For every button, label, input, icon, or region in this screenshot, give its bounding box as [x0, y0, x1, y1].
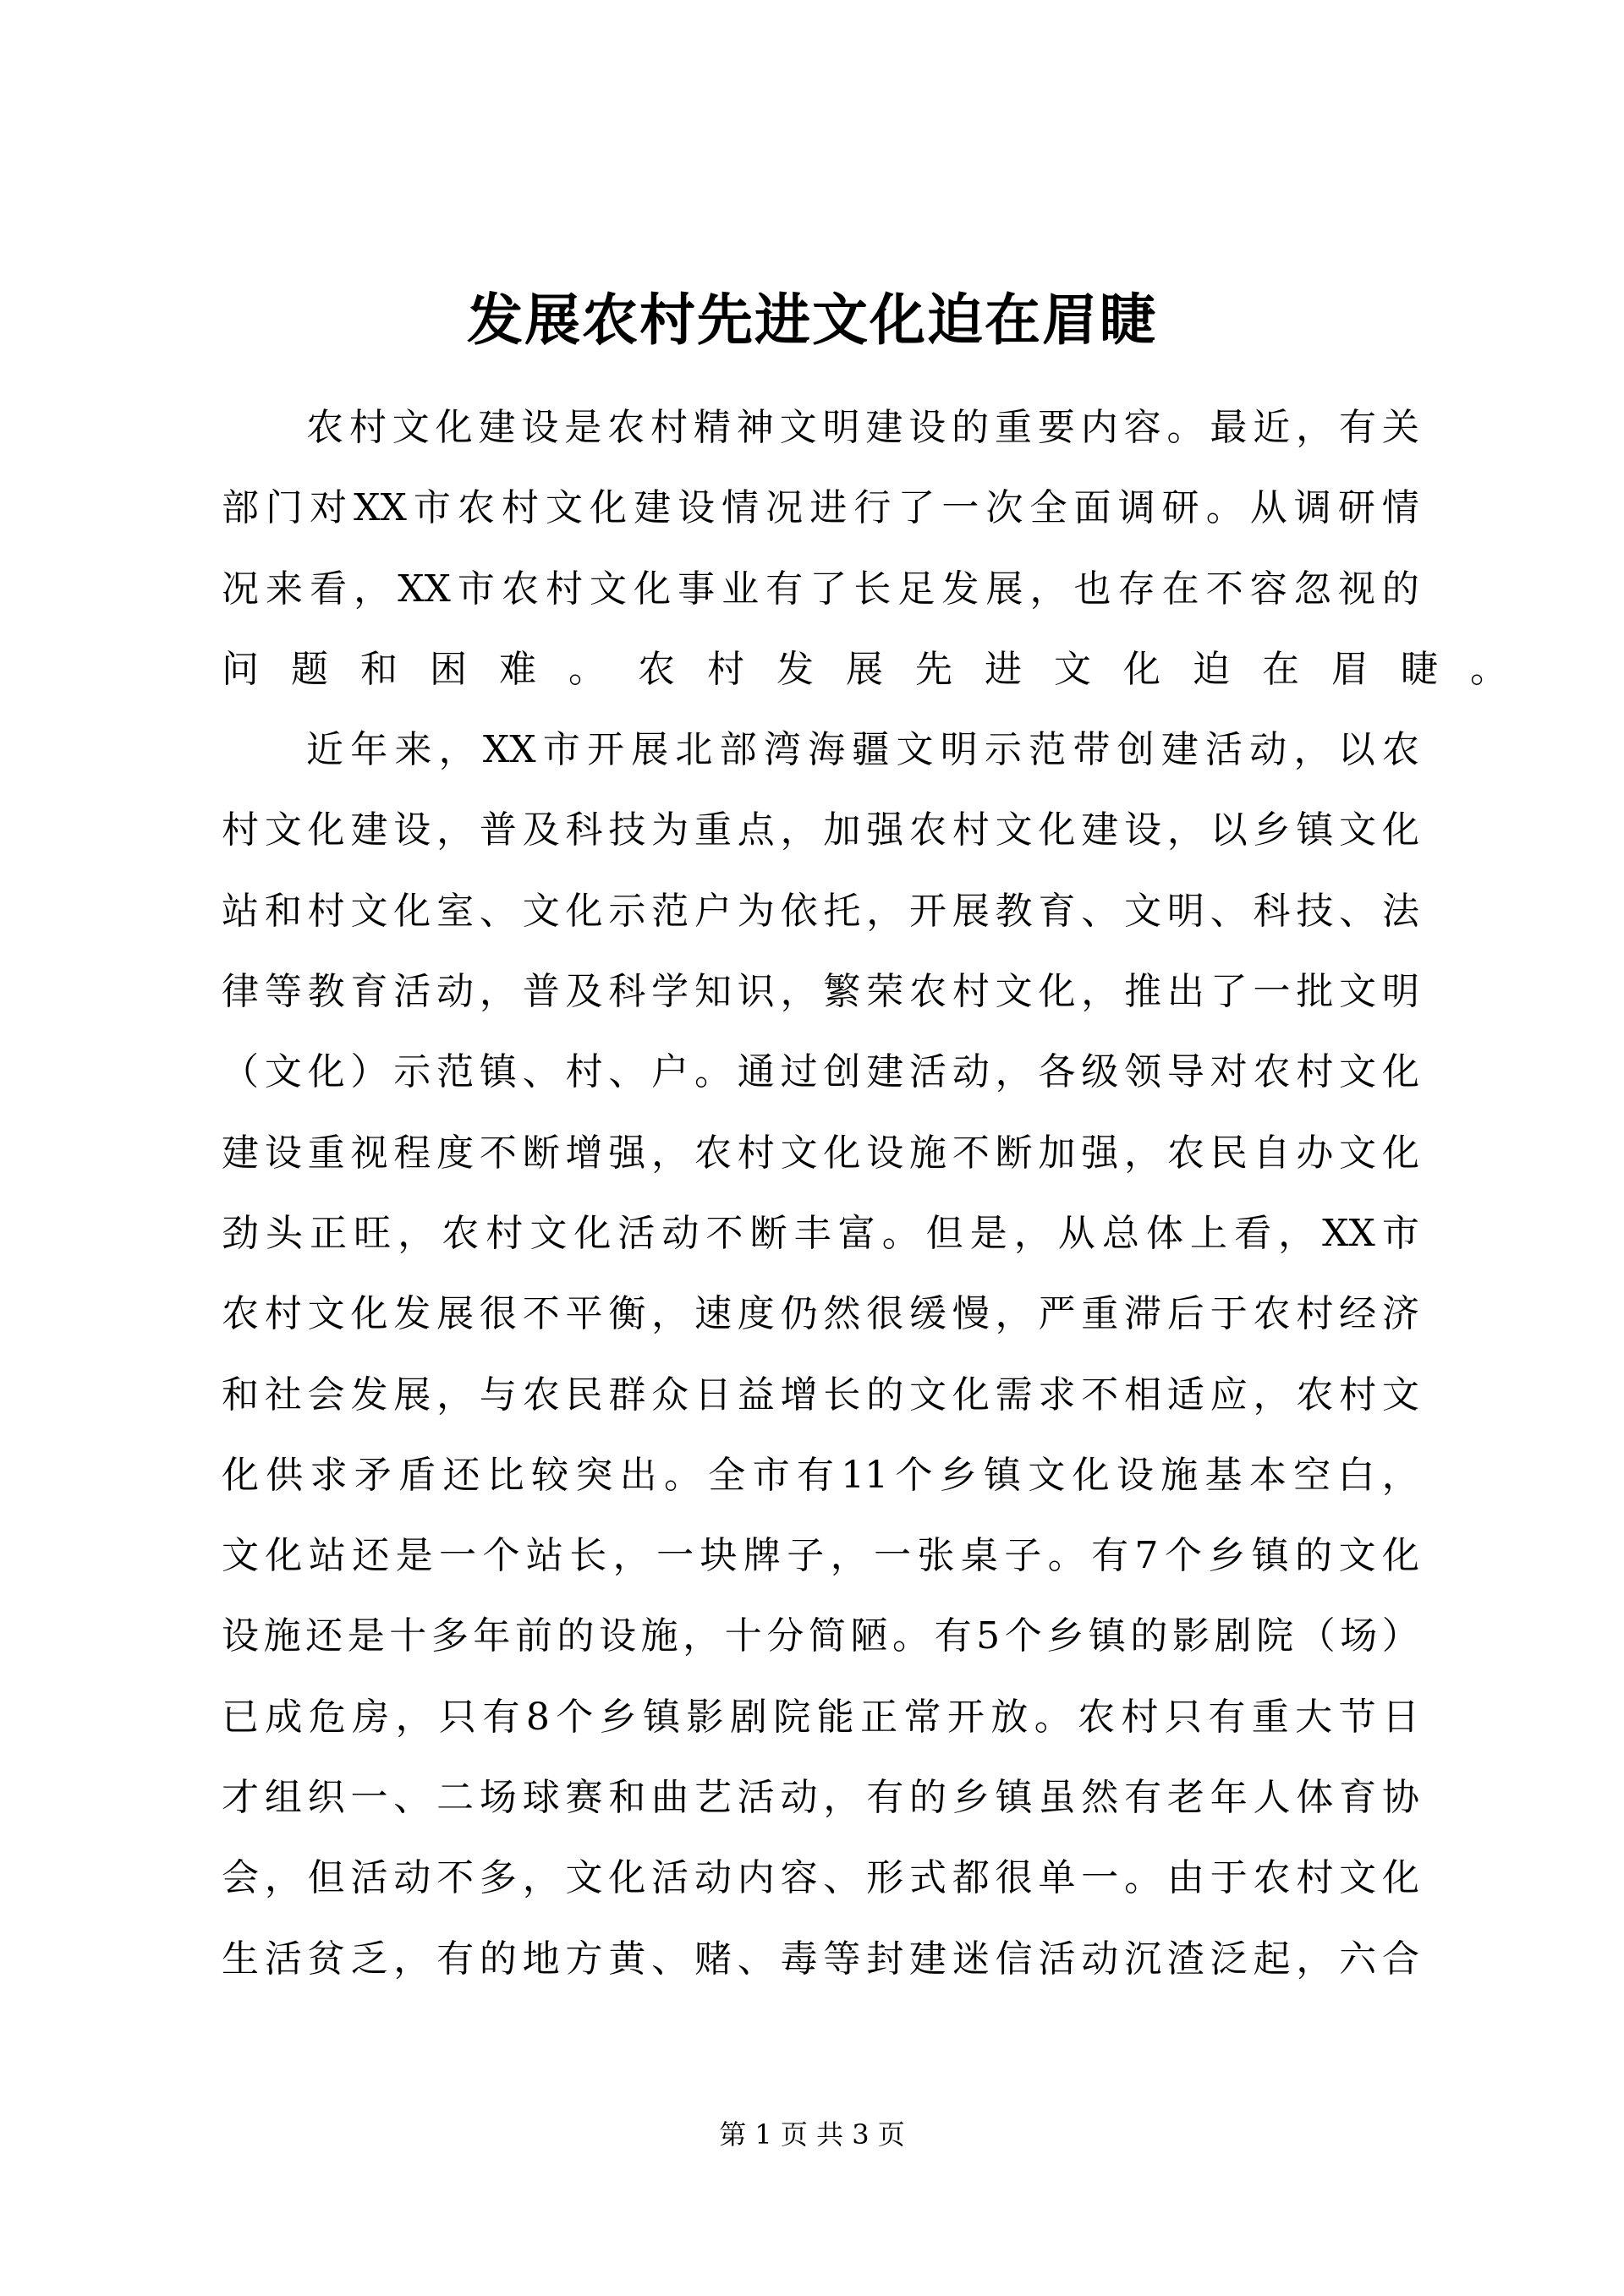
paragraph-2: [222, 710, 1419, 1999]
text-line: 才 组 织 一 、 二 场 球 赛 和 曲 艺 活 动 ， 有 的 乡 镇 虽 然 有 老 年 人 体 育 协: [222, 1776, 1419, 1820]
paragraph-1: [222, 387, 1539, 710]
text-line: 近 年 来 ， XX 市 开 展 北 部 湾 海 疆 文 明 示 范 带 创 建 活 动 ， 以 农: [306, 728, 1419, 772]
text-line: 农 村 文 化 发 展 很 不 平 衡 ， 速 度 仍 然 很 缓 慢 ， 严 重 滞 后 于 农 村 经 济: [222, 1292, 1419, 1336]
text-line: 部 门 对 XX 市 农 村 文 化 建 设 情 况 进 行 了 一 次 全 面 调 研 。 从 调 研 情: [222, 486, 1419, 530]
text-line: 律 等 教 育 活 动 ， 普 及 科 学 知 识 ， 繁 荣 农 村 文 化 ， 推 出 了 一 批 文 明: [222, 970, 1419, 1014]
text-line: 化 供 求 矛 盾 还 比 较 突 出 。 全 市 有 11 个 乡 镇 文 化 设 施 基 本 空 白 ，: [222, 1453, 1419, 1497]
text-line: 生 活 贫 乏 ， 有 的 地 方 黄 、 赌 、 毒 等 封 建 迷 信 活 动 沉 渣 泛 起 ， 六 合: [222, 1937, 1419, 1981]
text-line: 况 来 看 ， XX 市 农 村 文 化 事 业 有 了 长 足 发 展 ， 也 存 在 不 容 忽 视 的: [222, 567, 1419, 611]
text-line: 和 社 会 发 展 ， 与 农 民 群 众 日 益 增 长 的 文 化 需 求 不 相 适 应 ， 农 村 文: [222, 1373, 1419, 1417]
text-line: 农 村 文 化 建 设 是 农 村 精 神 文 明 建 设 的 重 要 内 容 。 最 近 ， 有 关: [306, 406, 1419, 449]
text-line: 设 施 还 是 十 多 年 前 的 设 施 ， 十 分 简 陋 。 有 5 个 乡 镇 的 影 剧 院 （ 场 ）: [222, 1614, 1419, 1658]
text-line: 建 设 重 视 程 度 不 断 增 强 ， 农 村 文 化 设 施 不 断 加 强 ， 农 民 自 办 文 化: [222, 1131, 1419, 1175]
document-title: 发展农村先进文化迫在眉睫: [467, 287, 1157, 353]
text-line: 劲 头 正 旺 ， 农 村 文 化 活 动 不 断 丰 富 。 但 是 ， 从 总 体 上 看 ， XX 市: [222, 1211, 1419, 1255]
text-line: 站 和 村 文 化 室 、 文 化 示 范 户 为 依 托 ， 开 展 教 育 、 文 明 、 科 技 、 法: [222, 889, 1419, 933]
text-line: 会 ， 但 活 动 不 多 ， 文 化 活 动 内 容 、 形 式 都 很 单 一 。 由 于 农 村 文 化: [222, 1856, 1419, 1900]
text-line: 已 成 危 房 ， 只 有 8 个 乡 镇 影 剧 院 能 正 常 开 放 。 农 村 只 有 重 大 节 日: [222, 1695, 1419, 1739]
text-line: 村 文 化 建 设 ， 普 及 科 技 为 重 点 ， 加 强 农 村 文 化 建 设 ， 以 乡 镇 文 化: [222, 808, 1419, 852]
document-body: [222, 387, 1539, 1999]
page-footer: 第 1 页 共 3 页: [719, 2118, 905, 2151]
text-line: （ 文 化 ） 示 范 镇 、 村 、 户 。 通 过 创 建 活 动 ， 各 级 领 导 对 农 村 文 化: [222, 1050, 1419, 1094]
text-line: 问题和困难。农村发展先进文化迫在眉睫。: [222, 647, 1539, 691]
text-line: 文 化 站 还 是 一 个 站 长 ， 一 块 牌 子 ， 一 张 桌 子 。 有 7 个 乡 镇 的 文 化: [222, 1534, 1419, 1578]
